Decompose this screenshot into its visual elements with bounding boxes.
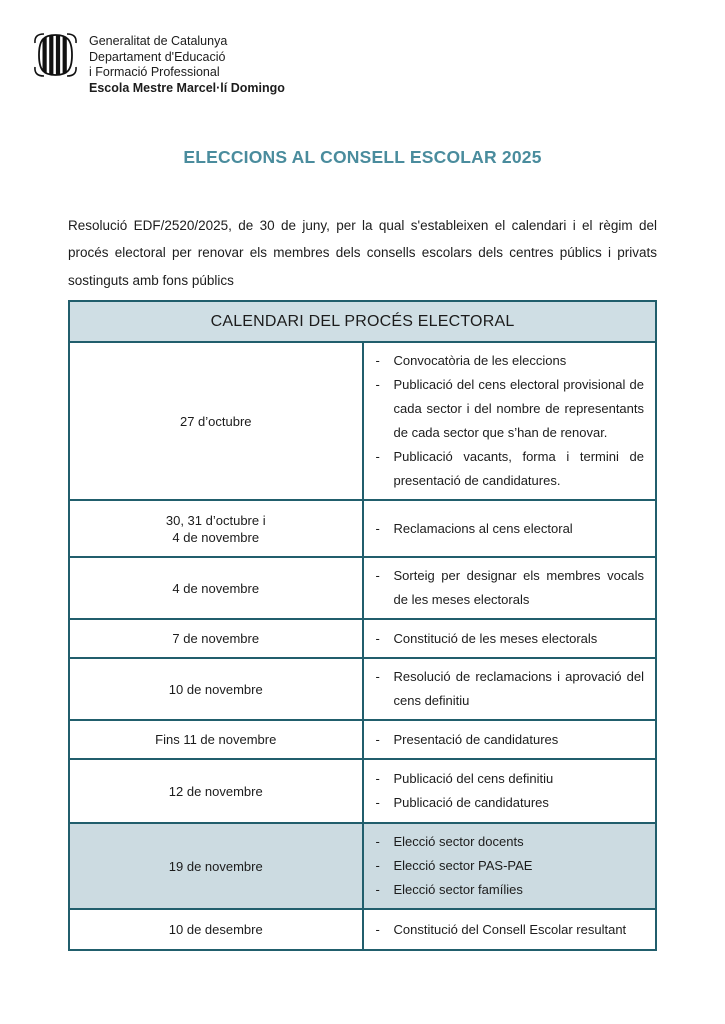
date-cell: 4 de novembre (69, 557, 363, 619)
bullet-dash: - (375, 353, 380, 368)
table-row (69, 557, 656, 619)
date-cell: 12 de novembre (69, 759, 363, 823)
item-text: Elecció sector docents (393, 834, 524, 849)
bullet-dash: - (375, 858, 380, 873)
date-cell: 27 d’octubre (69, 342, 363, 500)
table-row-highlighted (69, 823, 656, 909)
table-row (69, 909, 656, 950)
item-text: Presentació de candidatures (393, 731, 559, 747)
table-title: CALENDARI DEL PROCÉS ELECTORAL (69, 301, 656, 342)
bullet-dash: - (375, 834, 380, 849)
bullet-dash: - (375, 630, 380, 646)
item-text: Publicació de candidatures (393, 795, 549, 810)
calendar-item (376, 665, 648, 713)
calendar-item (376, 517, 648, 541)
calendar-item (376, 564, 648, 612)
bullet-dash: - (375, 520, 380, 536)
item-text: Elecció sector PAS-PAE (393, 858, 533, 873)
bullet-dash: - (375, 377, 380, 392)
department-line2: i Formació Professional (89, 65, 220, 80)
letterhead-text (89, 32, 285, 96)
item-text: Publicació vacants, forma i termini de presentació de candidatures. (393, 449, 644, 488)
table-header-row (69, 301, 656, 342)
content-cell (363, 342, 657, 500)
school-name: Escola Mestre Marcel·lí Domingo (89, 80, 285, 95)
item-text: Publicació del cens electoral provisional de cada sector i del nombre de representants de cada sector que s’han de renovar. (393, 377, 644, 440)
calendar-item (376, 878, 648, 902)
calendar-item (376, 918, 648, 942)
item-text: Publicació del cens definitiu (393, 771, 554, 786)
bullet-dash: - (375, 568, 380, 583)
item-text: Resolució de reclamacions i aprovació del cens definitiu (393, 669, 644, 708)
date-cell (69, 500, 363, 557)
content-cell (363, 759, 657, 823)
content-cell (363, 500, 657, 557)
table-row (69, 658, 656, 720)
content-cell (363, 658, 657, 720)
letterhead (33, 32, 285, 96)
date-cell: 19 de novembre (69, 823, 363, 909)
calendar-item (376, 373, 648, 445)
calendar-table (68, 300, 657, 951)
calendar-item (376, 627, 648, 651)
date-cell: 7 de novembre (69, 619, 363, 658)
calendar-item (376, 791, 648, 815)
page-title: ELECCIONS AL CONSELL ESCOLAR 2025 (183, 147, 542, 167)
item-text: Reclamacions al cens electoral (393, 520, 573, 536)
table-row (69, 720, 656, 759)
item-text: Sorteig per designar els membres vocals de les meses electorals (393, 568, 644, 607)
bullet-dash: - (375, 921, 380, 937)
content-cell (363, 619, 657, 658)
calendar-item (376, 767, 648, 791)
bullet-dash: - (375, 731, 380, 747)
bullet-dash: - (375, 669, 380, 684)
bullet-dash: - (375, 449, 380, 464)
calendar-item (376, 349, 648, 373)
date-cell: 10 de novembre (69, 658, 363, 720)
date-line: 30, 31 d’octubre i (165, 512, 266, 528)
department-line1: Departament d'Educació (89, 49, 226, 64)
bullet-dash: - (375, 795, 380, 810)
item-text: Convocatòria de les eleccions (393, 353, 567, 368)
content-cell (363, 823, 657, 909)
date-cell: Fins 11 de novembre (69, 720, 363, 759)
table-row (69, 500, 656, 557)
item-text: Constitució de les meses electorals (393, 630, 598, 646)
intro-paragraph: Resolució EDF/2520/2025, de 30 de juny, per la qual s'estableixen el calendari i el règim del procés electoral per renovar els membres dels consells escolars dels centres públics i privats sostinguts amb fons públics (68, 217, 657, 288)
calendar-item (376, 854, 648, 878)
item-text: Constitució del Consell Escolar resultant (393, 921, 627, 937)
table-row (69, 759, 656, 823)
calendar-item (376, 445, 648, 493)
generalitat-logo-icon (33, 32, 78, 78)
calendar-item (376, 830, 648, 854)
org-name: Generalitat de Catalunya (89, 34, 228, 48)
date-line: 4 de novembre (172, 529, 260, 545)
date-cell: 10 de desembre (69, 909, 363, 950)
content-cell (363, 909, 657, 950)
bullet-dash: - (375, 882, 380, 897)
calendar-item (376, 728, 648, 752)
table-row (69, 342, 656, 500)
content-cell (363, 720, 657, 759)
table-row (69, 619, 656, 658)
bullet-dash: - (375, 771, 380, 786)
item-text: Elecció sector famílies (393, 882, 523, 897)
content-cell (363, 557, 657, 619)
